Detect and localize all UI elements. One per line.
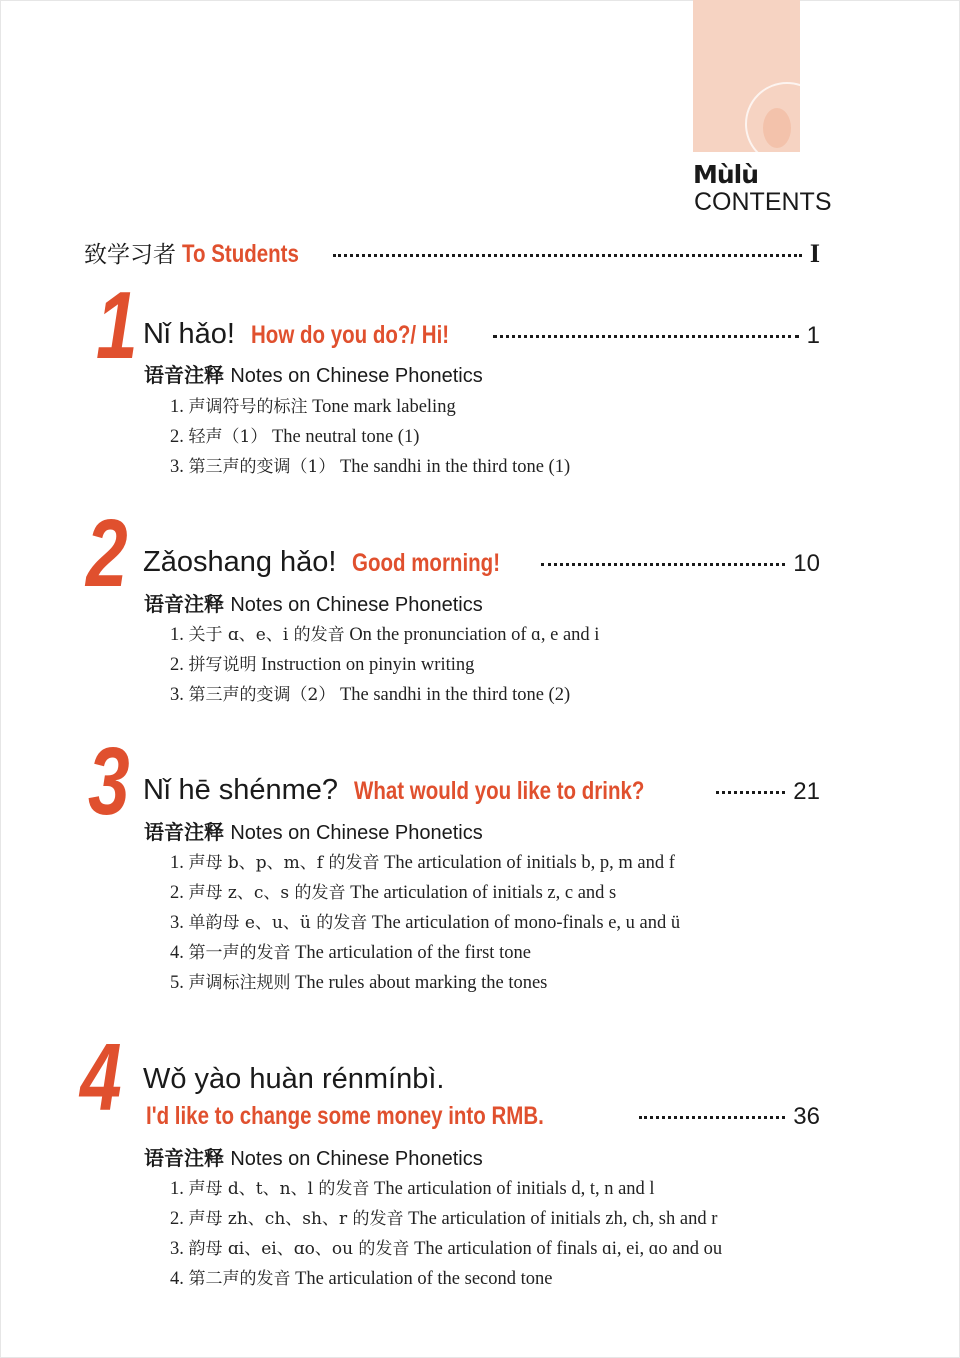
list-item bbox=[170, 422, 419, 448]
item-en: The articulation of initials d, t, n and l bbox=[374, 1179, 655, 1199]
notes-heading bbox=[144, 588, 483, 617]
lesson-number: 3 bbox=[88, 728, 130, 835]
page-number: 10 bbox=[793, 550, 820, 577]
item-cn: 轻声（1） bbox=[188, 427, 268, 447]
list-item bbox=[170, 1204, 717, 1230]
notes-heading-cn: 语音注释 bbox=[144, 820, 224, 844]
lesson-subtitle: What would you like to drink? bbox=[354, 777, 645, 805]
notes-heading-cn: 语音注释 bbox=[144, 1146, 224, 1170]
item-en: The sandhi in the third tone (1) bbox=[339, 457, 571, 477]
dot-leader bbox=[716, 791, 785, 794]
lesson-title-row bbox=[143, 1063, 460, 1096]
notes-heading-en: Notes on Chinese Phonetics bbox=[230, 822, 483, 844]
toc-entry-lesson-4[interactable] bbox=[146, 1102, 820, 1131]
item-en: The neutral tone (1) bbox=[271, 427, 420, 447]
item-en: On the pronunciation of ɑ, e and i bbox=[349, 625, 600, 645]
item-number: 5. bbox=[170, 973, 184, 993]
item-number: 3. bbox=[170, 685, 184, 705]
intro-en: To Students bbox=[182, 240, 299, 268]
page-number: 21 bbox=[793, 778, 820, 805]
item-cn: 拼写说明 bbox=[188, 655, 257, 675]
list-item bbox=[170, 680, 570, 706]
lesson-title: Wǒ yào huàn rénmínbì. bbox=[143, 1063, 445, 1095]
list-item bbox=[170, 938, 531, 964]
notes-heading bbox=[144, 816, 483, 845]
toc-entry-lesson-2[interactable] bbox=[143, 546, 820, 579]
item-number: 1. bbox=[170, 853, 184, 873]
lesson-title: Nǐ hē shénme? bbox=[143, 774, 339, 806]
item-cn: 第二声的发音 bbox=[188, 1269, 291, 1289]
toc-entry-lesson-3[interactable] bbox=[143, 774, 820, 807]
item-cn: 第三声的变调（1） bbox=[188, 457, 336, 477]
decorative-ring bbox=[745, 82, 800, 152]
contents-heading: CONTENTS bbox=[694, 188, 832, 216]
dot-leader bbox=[541, 563, 785, 566]
decorative-block bbox=[693, 0, 800, 152]
page-number: I bbox=[809, 239, 820, 268]
item-cn: 第一声的发音 bbox=[188, 943, 291, 963]
mulu-heading: Mùlù bbox=[693, 160, 759, 189]
item-en: The articulation of initials z, c and s bbox=[350, 883, 617, 903]
item-cn: 声调标注规则 bbox=[188, 973, 291, 993]
page-number: 36 bbox=[793, 1103, 820, 1130]
item-en: The articulation of the second tone bbox=[295, 1269, 553, 1289]
item-en: The articulation of the first tone bbox=[295, 943, 531, 963]
item-number: 4. bbox=[170, 943, 184, 963]
list-item bbox=[170, 848, 675, 874]
dot-leader bbox=[493, 335, 799, 338]
lesson-subtitle: How do you do?/ Hi! bbox=[250, 321, 450, 349]
notes-heading-en: Notes on Chinese Phonetics bbox=[230, 365, 483, 387]
lesson-title: Zǎoshang hǎo! bbox=[143, 546, 337, 578]
item-en: The rules about marking the tones bbox=[295, 973, 548, 993]
item-number: 2. bbox=[170, 883, 184, 903]
item-cn: 声母 d、t、n、l 的发音 bbox=[188, 1179, 370, 1199]
notes-heading bbox=[144, 1142, 483, 1171]
page-number: 1 bbox=[806, 322, 820, 349]
list-item bbox=[170, 650, 474, 676]
item-number: 3. bbox=[170, 457, 184, 477]
list-item bbox=[170, 1234, 722, 1260]
lesson-subtitle: I'd like to change some money into RMB. bbox=[146, 1102, 544, 1130]
list-item bbox=[170, 1264, 553, 1290]
lesson-number: 2 bbox=[86, 500, 128, 607]
item-number: 3. bbox=[170, 913, 184, 933]
notes-heading bbox=[144, 359, 483, 388]
lesson-number: 4 bbox=[80, 1024, 122, 1131]
list-item bbox=[170, 908, 680, 934]
item-number: 3. bbox=[170, 1239, 184, 1259]
lesson-title: Nǐ hǎo! bbox=[143, 318, 235, 350]
item-cn: 声母 b、p、m、f 的发音 bbox=[188, 853, 380, 873]
item-number: 1. bbox=[170, 1179, 184, 1199]
item-cn: 声母 zh、ch、sh、r 的发音 bbox=[188, 1209, 404, 1229]
item-number: 1. bbox=[170, 625, 184, 645]
dot-leader bbox=[639, 1116, 785, 1119]
notes-heading-cn: 语音注释 bbox=[144, 363, 224, 387]
dot-leader bbox=[333, 254, 802, 257]
item-en: The articulation of initials b, p, m and f bbox=[384, 853, 675, 873]
item-cn: 声母 z、c、s 的发音 bbox=[188, 883, 346, 903]
item-cn: 单韵母 e、u、ü 的发音 bbox=[188, 913, 368, 933]
item-en: The articulation of initials zh, ch, sh and r bbox=[408, 1209, 718, 1229]
list-item bbox=[170, 620, 599, 646]
item-cn: 声调符号的标注 bbox=[188, 397, 308, 417]
toc-entry-lesson-1[interactable] bbox=[143, 318, 820, 351]
lesson-subtitle: Good morning! bbox=[352, 549, 501, 577]
lesson-number: 1 bbox=[96, 272, 138, 379]
item-number: 4. bbox=[170, 1269, 184, 1289]
item-en: The articulation of finals ɑi, ei, ɑo and ou bbox=[414, 1239, 723, 1259]
item-cn: 韵母 ɑi、ei、ɑo、ou 的发音 bbox=[188, 1239, 410, 1259]
item-number: 2. bbox=[170, 655, 184, 675]
item-number: 2. bbox=[170, 427, 184, 447]
list-item bbox=[170, 968, 547, 994]
list-item bbox=[170, 452, 570, 478]
item-number: 2. bbox=[170, 1209, 184, 1229]
item-en: Instruction on pinyin writing bbox=[261, 655, 475, 675]
item-number: 1. bbox=[170, 397, 184, 417]
notes-heading-en: Notes on Chinese Phonetics bbox=[230, 594, 483, 616]
list-item bbox=[170, 878, 616, 904]
item-en: Tone mark labeling bbox=[312, 397, 456, 417]
item-cn: 第三声的变调（2） bbox=[188, 685, 336, 705]
item-en: The sandhi in the third tone (2) bbox=[339, 685, 571, 705]
intro-cn: 致学习者 bbox=[84, 242, 176, 268]
list-item bbox=[170, 392, 456, 418]
notes-heading-cn: 语音注释 bbox=[144, 592, 224, 616]
toc-entry-intro[interactable] bbox=[84, 236, 820, 269]
item-cn: 关于 ɑ、e、i 的发音 bbox=[188, 625, 345, 645]
list-item bbox=[170, 1174, 655, 1200]
notes-heading-en: Notes on Chinese Phonetics bbox=[230, 1148, 483, 1170]
item-en: The articulation of mono-finals e, u and ü bbox=[371, 913, 681, 933]
